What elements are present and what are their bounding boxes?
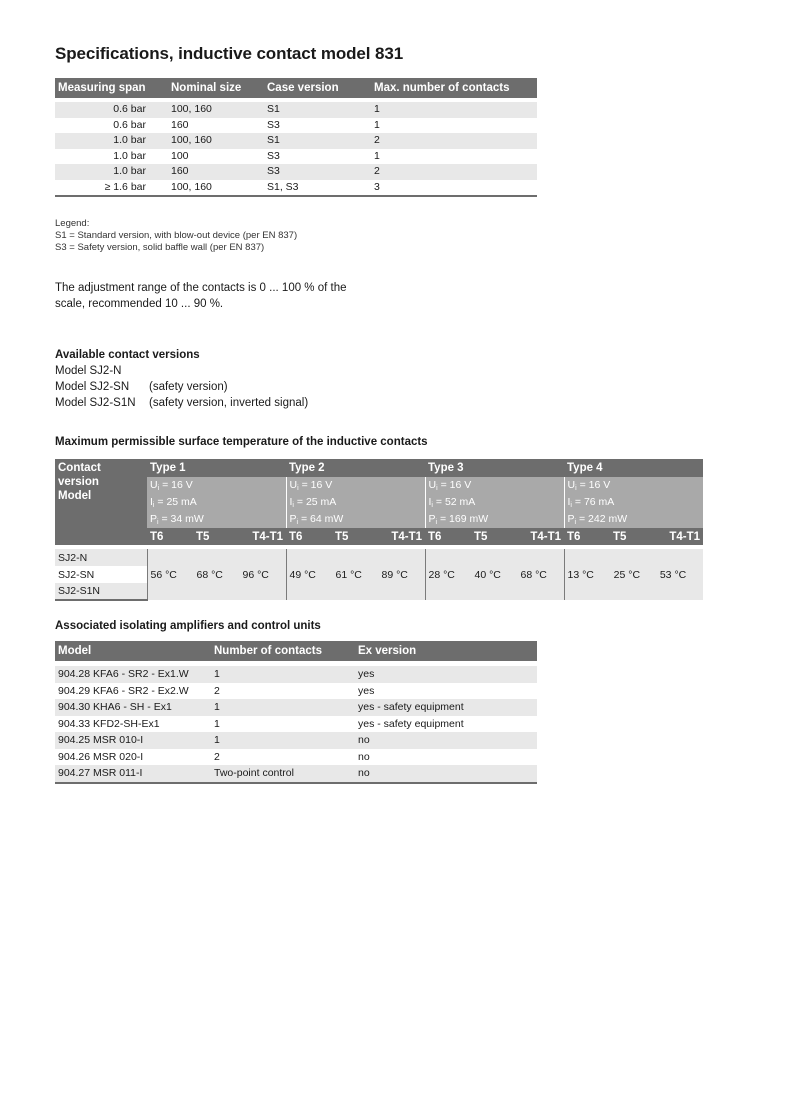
legend-s3: S3 = Safety version, solid baffle wall (per EN 837) xyxy=(55,242,265,253)
class-header: T5 xyxy=(610,528,656,545)
table-cell: yes xyxy=(358,684,375,697)
list-item xyxy=(55,395,308,411)
table-row xyxy=(55,749,537,766)
class-header: T4-T1 xyxy=(656,528,703,545)
table-cell: yes - safety equipment xyxy=(355,699,537,716)
current-value: $I_i = 76$ mA xyxy=(564,494,703,511)
column-header: Model xyxy=(55,641,211,661)
type-header: Type 4 xyxy=(564,459,703,477)
type-1-temps xyxy=(147,549,286,600)
temp-value: 13 °C xyxy=(567,568,594,581)
adjustment-paragraph xyxy=(55,280,375,312)
table-row xyxy=(55,683,537,700)
adjustment-line-2: scale, recommended 10 ... 90 %. xyxy=(55,298,224,310)
class-header: T6 xyxy=(425,528,471,545)
class-header: T4-T1 xyxy=(239,528,286,545)
table-cell: 1 xyxy=(374,118,380,131)
temp-value: 49 °C xyxy=(289,568,316,581)
table-cell: 904.30 KHA6 - SH - Ex1 xyxy=(55,699,211,716)
class-header: T5 xyxy=(193,528,239,545)
table-cell: 2 xyxy=(371,133,537,149)
amplifiers-table xyxy=(55,641,537,784)
list-item xyxy=(55,363,308,379)
table-cell: 1 xyxy=(211,666,355,683)
table-cell: 100, 160 xyxy=(168,102,264,118)
temperature-table xyxy=(55,459,703,601)
temp-value: 61 °C xyxy=(335,568,362,581)
adjustment-line-1: The adjustment range of the contacts is 0 ... 100 % of the xyxy=(55,282,347,294)
table-row xyxy=(55,133,537,149)
temp-value: 89 °C xyxy=(381,568,408,581)
table-row xyxy=(55,180,537,197)
table-cell: S3 xyxy=(264,164,371,180)
table-cell: yes xyxy=(355,666,537,683)
table-cell: 2 xyxy=(371,164,537,180)
table-cell: no xyxy=(358,750,370,763)
table-cell: 904.33 KFD2-SH-Ex1 xyxy=(58,717,160,730)
table-cell: 0.6 bar xyxy=(113,118,146,131)
class-header: T4-T1 xyxy=(517,528,564,545)
table-cell: no xyxy=(355,765,537,783)
table-cell: 1 xyxy=(371,102,537,118)
version-model: Model SJ2-S1N xyxy=(55,397,136,409)
version-model: Model SJ2-SN xyxy=(55,381,130,393)
page-title: Specifications, inductive contact model 831 xyxy=(55,44,404,63)
table-row xyxy=(55,732,537,749)
type-header: Type 2 xyxy=(286,459,425,477)
column-header: Ex version xyxy=(355,641,537,661)
table-cell: 1.0 bar xyxy=(55,164,168,180)
legend-s1: S1 = Standard version, with blow-out device (per EN 837) xyxy=(55,230,298,241)
specifications-table xyxy=(55,78,537,197)
table-cell: 904.28 KFA6 - SR2 - Ex1.W xyxy=(55,666,211,683)
column-header: Case version xyxy=(264,78,371,98)
table-header-row xyxy=(55,78,537,98)
power-value: $P_i = 34$ mW xyxy=(147,511,286,528)
temp-value: 53 °C xyxy=(659,568,687,581)
column-header: Number of contacts xyxy=(211,641,355,661)
version-note: (safety version) xyxy=(149,381,228,393)
class-header: T4-T1 xyxy=(378,528,425,545)
table-row xyxy=(55,765,537,783)
section-heading: Maximum permissible surface temperature of the inductive contacts xyxy=(55,436,428,448)
temp-value: 68 °C xyxy=(520,568,547,581)
column-header: Nominal size xyxy=(168,78,264,98)
corner-header xyxy=(55,459,147,545)
table-row xyxy=(55,666,537,683)
version-note: (safety version, inverted signal) xyxy=(149,397,309,409)
table-row xyxy=(55,716,537,733)
table-cell: 904.27 MSR 011-I xyxy=(55,765,211,783)
table-row xyxy=(55,149,537,165)
table-row xyxy=(55,164,537,180)
table-cell: 160 xyxy=(171,118,189,131)
model-label: SJ2-N xyxy=(55,549,147,566)
model-label: SJ2-SN xyxy=(55,566,147,583)
table-cell: 100, 160 xyxy=(168,133,264,149)
type-3-temps xyxy=(425,549,564,600)
table-row xyxy=(55,102,537,118)
voltage-value: $U_i = 16$ V xyxy=(286,477,425,494)
table-cell: ≥ 1.6 bar xyxy=(55,180,168,197)
table-cell: 2 xyxy=(214,750,220,763)
power-value: $P_i = 64$ mW xyxy=(286,511,425,528)
voltage-value: $U_i = 16$ V xyxy=(564,477,703,494)
type-header: Type 1 xyxy=(147,459,286,477)
table-cell: 0.6 bar xyxy=(55,102,168,118)
voltage-value: $U_i = 16$ V xyxy=(147,477,286,494)
class-header: T5 xyxy=(332,528,378,545)
table-cell: 1 xyxy=(374,149,380,162)
version-model: Model SJ2-N xyxy=(55,365,122,377)
table-cell: 1 xyxy=(214,717,220,730)
class-header: T6 xyxy=(147,528,193,545)
temp-value: 96 °C xyxy=(242,568,269,581)
table-cell: 904.29 KFA6 - SR2 - Ex2.W xyxy=(58,684,189,697)
table-cell: 904.26 MSR 020-I xyxy=(58,750,144,763)
table-cell: 100, 160 xyxy=(168,180,264,197)
table-cell: 1 xyxy=(211,699,355,716)
table-cell: 1 xyxy=(211,732,355,749)
table-cell: 1.0 bar xyxy=(55,133,168,149)
column-header: Measuring span xyxy=(55,78,168,98)
table-cell: 904.25 MSR 010-I xyxy=(55,732,211,749)
list-item xyxy=(55,379,308,395)
temp-value: 25 °C xyxy=(613,568,641,581)
temp-value: 68 °C xyxy=(196,568,223,581)
table-cell: 2 xyxy=(214,684,220,697)
table-cell: S1, S3 xyxy=(264,180,371,197)
class-header: T6 xyxy=(564,528,610,545)
table-cell: yes - safety equipment xyxy=(358,717,464,730)
model-label: SJ2-S1N xyxy=(55,583,147,600)
corner-line: Contact xyxy=(58,462,101,474)
class-header: T6 xyxy=(286,528,332,545)
table-cell: S3 xyxy=(267,149,280,162)
table-cell: 3 xyxy=(371,180,537,197)
table-row xyxy=(55,118,537,134)
table-cell: 1.0 bar xyxy=(113,149,146,162)
legend xyxy=(55,218,297,254)
table-header-row xyxy=(55,641,537,661)
temp-value: 56 °C xyxy=(150,568,177,581)
section-heading: Available contact versions xyxy=(55,349,200,361)
table-cell: 160 xyxy=(168,164,264,180)
section-heading: Associated isolating amplifiers and control units xyxy=(55,620,321,632)
power-value: $P_i = 169$ mW xyxy=(425,511,564,528)
type-header: Type 3 xyxy=(425,459,564,477)
voltage-value: $U_i = 16$ V xyxy=(425,477,564,494)
table-cell: S1 xyxy=(264,102,371,118)
type-2-temps xyxy=(286,549,425,600)
current-value: $I_i = 25$ mA xyxy=(147,494,286,511)
column-header: Max. number of contacts xyxy=(371,78,537,98)
table-row xyxy=(55,699,537,716)
table-cell: 100 xyxy=(171,149,189,162)
power-value: $P_i = 242$ mW xyxy=(564,511,703,528)
contact-versions xyxy=(55,347,308,411)
corner-line: version xyxy=(58,476,99,488)
temp-value: 40 °C xyxy=(474,568,501,581)
corner-line: Model xyxy=(58,490,92,502)
table-cell: S3 xyxy=(267,118,280,131)
table-cell: S1 xyxy=(264,133,371,149)
class-header: T5 xyxy=(471,528,517,545)
temp-value: 28 °C xyxy=(428,568,455,581)
current-value: $I_i = 52$ mA xyxy=(425,494,564,511)
table-cell: Two-point control xyxy=(211,765,355,783)
legend-title: Legend: xyxy=(55,218,90,229)
table-cell: no xyxy=(355,732,537,749)
current-value: $I_i = 25$ mA xyxy=(286,494,425,511)
type-4-temps xyxy=(564,549,703,600)
